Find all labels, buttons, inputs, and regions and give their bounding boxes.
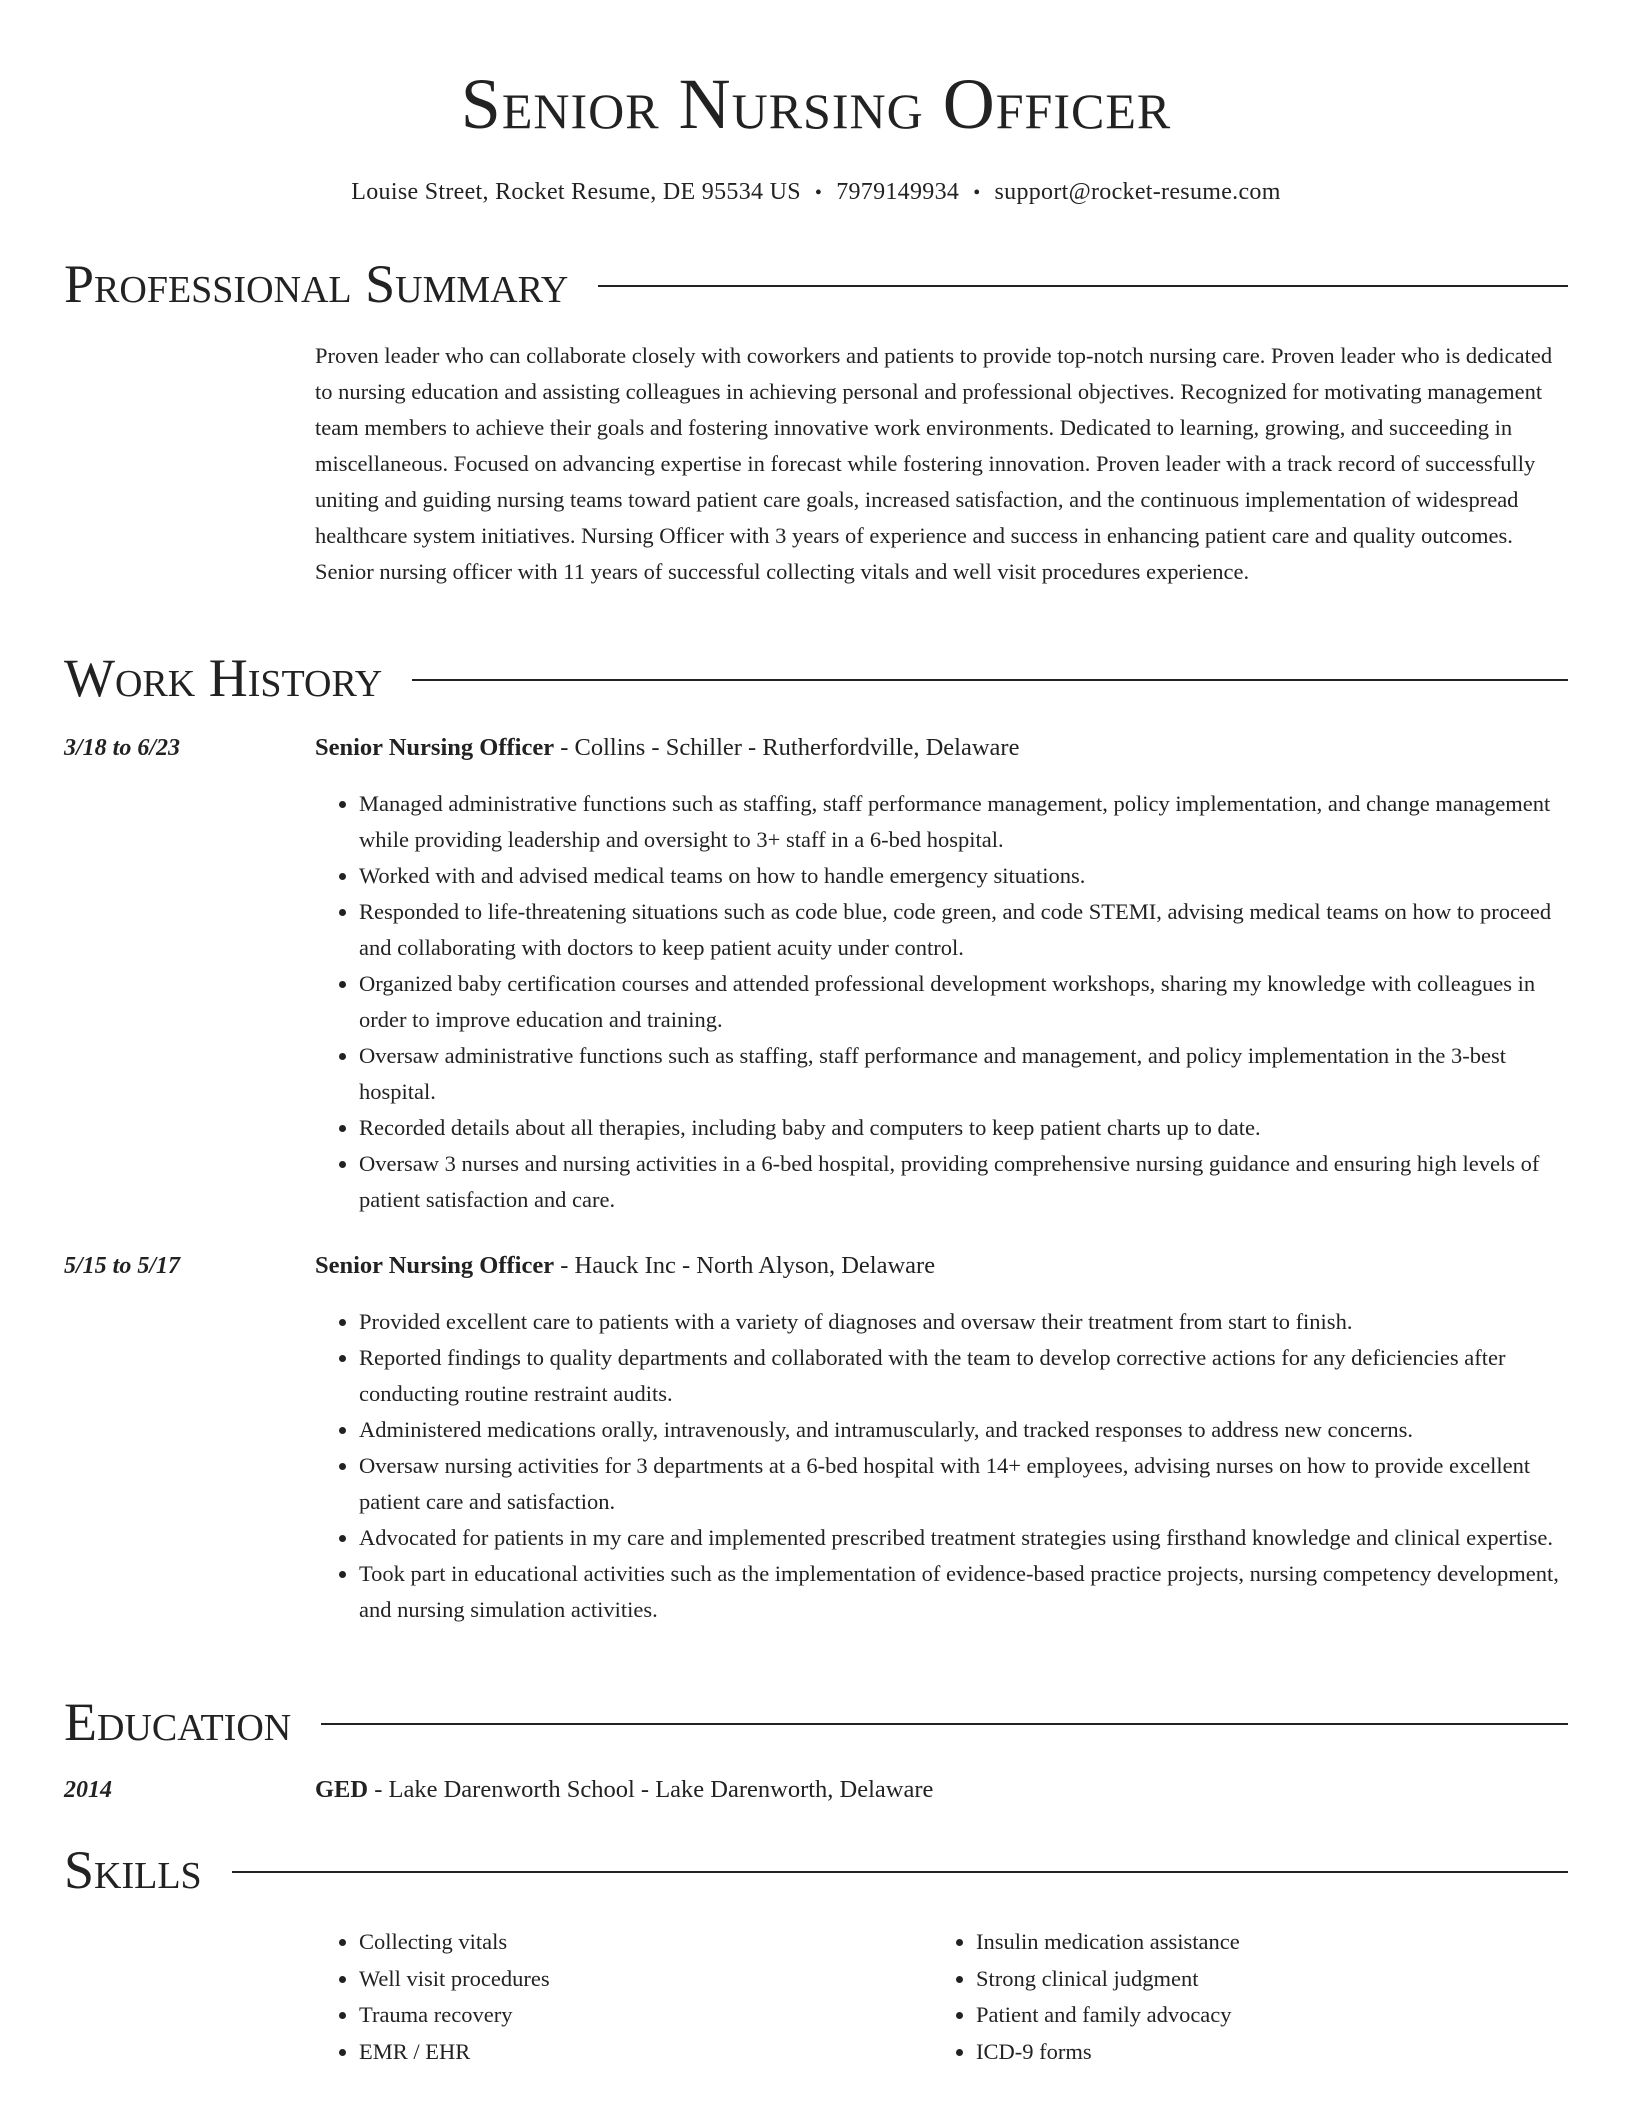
contact-email: support@rocket-resume.com (994, 179, 1281, 205)
list-item: • Oversaw 3 nurses and nursing activities in a 6-bed hospital, providing comprehensive nursing guidance and ensuring high levels of patient satisfaction and care. (359, 1146, 1568, 1218)
skill-item: • Strong clinical judgment (976, 1961, 1576, 1998)
job-heading (315, 732, 1019, 764)
job-bullet-list (315, 786, 1568, 1218)
list-item: • Provided excellent care to patients with a variety of diagnoses and oversaw their treatment from start to finish. (359, 1304, 1568, 1340)
list-item: • Worked with and advised medical teams on how to handle emergency situations. (359, 858, 1568, 894)
education-year: 2014 (64, 1777, 112, 1803)
skill-item: • EMR / EHR (359, 2034, 919, 2071)
job-title: Senior Nursing Officer (315, 1252, 555, 1279)
section-work-heading (64, 648, 1568, 708)
education-heading (315, 1774, 933, 1806)
resume-name: Senior Nursing Officer (460, 64, 1172, 144)
job-details: - Hauck Inc - North Alyson, Delaware (554, 1252, 936, 1279)
section-title: Work History (64, 648, 383, 708)
contact-line (64, 176, 1568, 209)
skill-item: • Collecting vitals (359, 1924, 919, 1961)
list-item: • Organized baby certification courses and attended professional development workshops, sharing my knowledge with colleagues in order to improve education and training. (359, 966, 1568, 1038)
section-education-heading (64, 1692, 1568, 1752)
section-summary-heading (64, 254, 1568, 314)
list-item: • Reported findings to quality departments and collaborated with the team to develop corrective actions for any deficiencies after conducting routine restraint audits. (359, 1340, 1568, 1412)
section-title: Professional Summary (64, 254, 569, 314)
skills-list-right (932, 1924, 1576, 2071)
contact-phone: 7979149934 (836, 179, 960, 205)
contact-separator: • (814, 182, 823, 204)
section-title: Education (64, 1692, 292, 1752)
skills-list-left (315, 1924, 919, 2071)
contact-separator: • (973, 182, 981, 204)
summary-text: Proven leader who can collaborate closely with coworkers and patients to provide top-notch nursing care. Proven leader who is dedicated to nursing education and assisting colleagues in achieving personal and professional objectives. Recognized for motivating management team members to achieve their goals and fostering innovative work environments. Dedicated to learning, growing, and succeeding in miscellaneous. Focused on advancing expertise in forecast while fostering innovation. Proven leader with a track record of successfully uniting and guiding nursing teams toward patient care goals, increased satisfaction, and the continuous implementation of widespread healthcare system initiatives. Nursing Officer with 3 years of experience and success in enhancing patient care and quality outcomes. Senior nursing officer with 11 years of successful collecting vitals and well visit procedures experience. (315, 343, 1553, 584)
list-item: • Administered medications orally, intravenously, and intramuscularly, and tracked responses to address new concerns. (359, 1412, 1568, 1448)
skill-item: • Well visit procedures (359, 1961, 919, 1998)
education-details: - Lake Darenworth School - Lake Darenworth, Delaware (368, 1776, 934, 1803)
list-item: • Managed administrative functions such as staffing, staff performance management, policy implementation, and change management while providing leadership and oversight to 3+ staff in a 6-bed hospital. (359, 786, 1568, 858)
list-item: • Responded to life-threatening situations such as code blue, code green, and code STEMI, advising medical teams on how to proceed and collaborating with doctors to keep patient acuity under control. (359, 894, 1568, 966)
job-details: - Collins - Schiller - Rutherfordville, Delaware (554, 734, 1020, 761)
section-skills-heading (64, 1840, 1568, 1900)
list-item: • Took part in educational activities such as the implementation of evidence-based practice projects, nursing competency development, and nursing simulation activities. (359, 1556, 1568, 1628)
job-heading (315, 1250, 935, 1282)
job-dates: 3/18 to 6/23 (64, 735, 181, 761)
list-item: • Oversaw administrative functions such as staffing, staff performance and management, and policy implementation in the 3-best hospital. (359, 1038, 1568, 1110)
section-divider (598, 285, 1568, 287)
job-bullet-list (315, 1304, 1568, 1628)
list-item: • Advocated for patients in my care and implemented prescribed treatment strategies using firsthand knowledge and clinical expertise. (359, 1520, 1568, 1556)
job-title: Senior Nursing Officer (315, 734, 555, 761)
section-title: Skills (64, 1840, 202, 1900)
list-item: • Recorded details about all therapies, including baby and computers to keep patient charts up to date. (359, 1110, 1568, 1146)
skill-item: • Insulin medication assistance (976, 1924, 1576, 1961)
skill-item: • ICD-9 forms (976, 2034, 1576, 2071)
job-dates: 5/15 to 5/17 (64, 1253, 181, 1279)
section-divider (412, 679, 1568, 681)
education-degree: GED (315, 1776, 369, 1803)
list-item: • Oversaw nursing activities for 3 departments at a 6-bed hospital with 14+ employees, advising nurses on how to provide excellent patient care and satisfaction. (359, 1448, 1568, 1520)
skill-item: • Patient and family advocacy (976, 1997, 1576, 2034)
skill-item: • Trauma recovery (359, 1997, 919, 2034)
contact-address: Louise Street, Rocket Resume, DE 95534 US (351, 179, 801, 205)
section-divider (321, 1723, 1568, 1725)
section-divider (232, 1871, 1568, 1873)
